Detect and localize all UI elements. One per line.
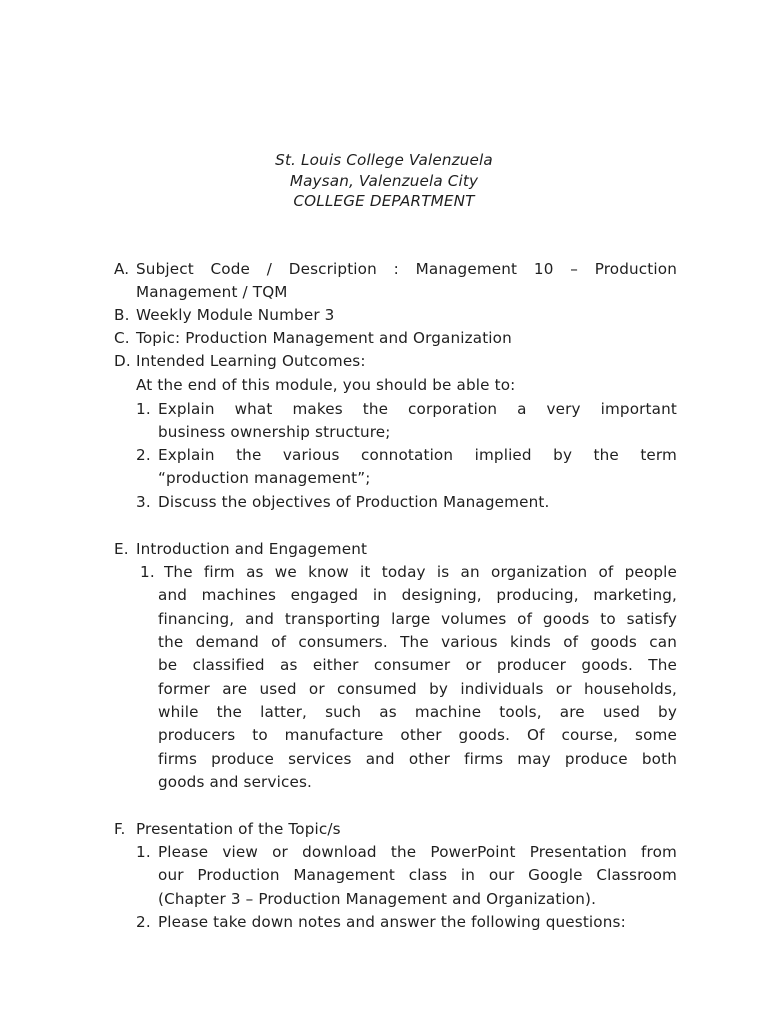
intro-paragraph-line: while the latter, such as machine tools, are used by	[158, 703, 677, 721]
presentation-item-1-line: our Production Management class in our Google Classroom	[158, 866, 677, 884]
presentation-item-1-line: (Chapter 3 – Production Management and Organization).	[158, 890, 597, 908]
section-c-text: Topic: Production Management and Organization	[136, 329, 512, 347]
intro-paragraph-line: producers to manufacture other goods. Of course, some	[158, 726, 677, 744]
intro-paragraph-line: and machines engaged in designing, producing, marketing,	[158, 586, 677, 604]
section-a-line-1: Subject Code / Description : Management 10 – Production	[136, 260, 677, 278]
outcome-2-number: 2.	[136, 446, 151, 464]
presentation-item-2-number: 2.	[136, 913, 151, 931]
section-a-marker: A.	[114, 260, 130, 278]
outcome-1-line-1: Explain what makes the corporation a very important	[158, 400, 677, 418]
section-d-intro: At the end of this module, you should be able to:	[136, 376, 516, 394]
section-e-marker: E.	[114, 540, 129, 558]
intro-item-1-number: 1.	[140, 563, 155, 581]
outcome-2-line-1: Explain the various connotation implied by the term	[158, 446, 677, 464]
section-b-marker: B.	[114, 306, 130, 324]
presentation-item-1-number: 1.	[136, 843, 151, 861]
intro-paragraph-line: former are used or consumed by individuals or households,	[158, 680, 677, 698]
section-b-text: Weekly Module Number 3	[136, 306, 335, 324]
header-department: COLLEGE DEPARTMENT	[293, 192, 475, 210]
outcome-1-line-2: business ownership structure;	[158, 423, 391, 441]
intro-paragraph-line: the demand of consumers. The various kinds of goods can	[158, 633, 677, 651]
intro-paragraph-line: firms produce services and other firms may produce both	[158, 750, 677, 768]
intro-paragraph-line: goods and services.	[158, 773, 312, 791]
presentation-item-2-text: Please take down notes and answer the following questions:	[158, 913, 626, 931]
section-f-marker: F.	[114, 820, 126, 838]
section-d-text: Intended Learning Outcomes:	[136, 352, 366, 370]
outcome-3-number: 3.	[136, 493, 151, 511]
section-f-text: Presentation of the Topic/s	[136, 820, 341, 838]
intro-paragraph-line: be classified as either consumer or producer goods. The	[158, 656, 677, 674]
outcome-3-line-1: Discuss the objectives of Production Management.	[158, 493, 550, 511]
outcome-1-number: 1.	[136, 400, 151, 418]
intro-paragraph-line: The firm as we know it today is an organization of people	[164, 563, 677, 581]
section-d-marker: D.	[114, 352, 131, 370]
header-college-name: St. Louis College Valenzuela	[275, 151, 493, 169]
presentation-item-1-line: Please view or download the PowerPoint Presentation from	[158, 843, 677, 861]
section-c-marker: C.	[114, 329, 130, 347]
section-a-line-2: Management / TQM	[136, 283, 288, 301]
document-header	[0, 150, 768, 212]
intro-paragraph-line: financing, and transporting large volumes of goods to satisfy	[158, 610, 677, 628]
header-address: Maysan, Valenzuela City	[289, 171, 479, 190]
outcome-2-line-2: “production management”;	[158, 469, 371, 487]
section-e-text: Introduction and Engagement	[136, 540, 368, 558]
